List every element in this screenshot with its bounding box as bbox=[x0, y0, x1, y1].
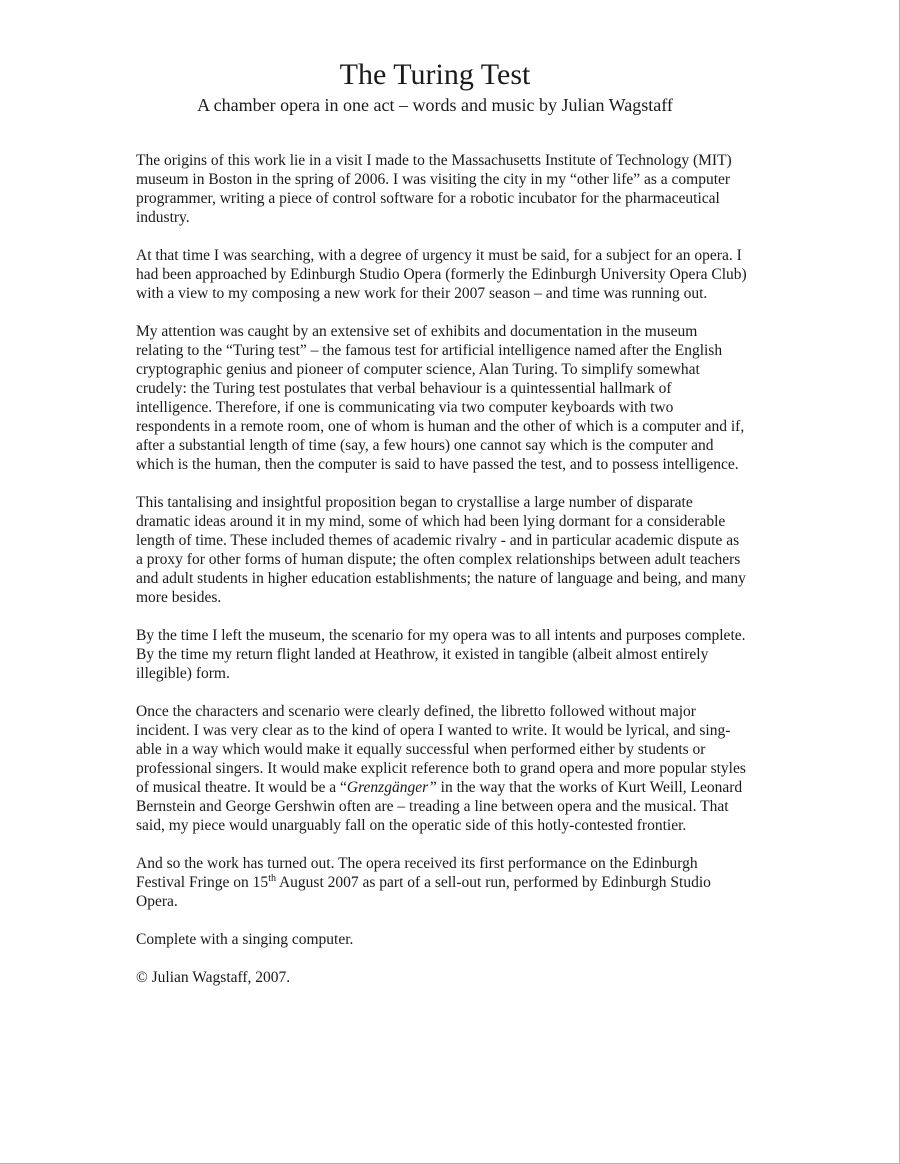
paragraph-dramatic-ideas: This tantalising and insightful proposition began to crystallise a large number of disparate dramatic ideas around it in my mind, some of which had been lying dormant for a considerable length of time. These included themes of academic rivalry - and in particular academic dispute as a proxy for other forms of human dispute; the often complex relationships between adult teachers and adult students in higher education establishments; the nature of language and being, and many more besides. bbox=[136, 494, 746, 606]
paragraph-search-for-subject: At that time I was searching, with a degree of urgency it must be said, for a subject for an opera. I had been approached by Edinburgh Studio Opera (formerly the Edinburgh University Opera Club) with a view to my composing a new work for their 2007 season – and time was running out. bbox=[136, 247, 747, 302]
document-title: The Turing Test bbox=[339, 58, 531, 91]
paragraph-libretto-part-1: Once the characters and scenario were clearly defined, the libretto followed without major incident. I was very clear as to the kind of opera I wanted to write. It would be lyrical, and sing-able in a way which would make it equally successful when performed either by students or professional singers. It would make explicit reference both to grand opera and more popular styles of musical theatre. It would be a “ bbox=[136, 703, 746, 796]
paragraph-scenario-complete: By the time I left the museum, the scenario for my opera was to all intents and purposes complete. By the time my return flight landed at Heathrow, it existed in tangible (albeit almost entirely illegible) form. bbox=[136, 627, 746, 682]
document-body bbox=[136, 151, 748, 1006]
paragraph-performance-part-1: And so the work has turned out. The opera received its first performance on the Edinburgh Festival Fringe on 15 bbox=[136, 855, 698, 891]
grenzganger-term: Grenzgänger” bbox=[346, 779, 437, 796]
paragraph-first-performance bbox=[136, 854, 748, 911]
paragraph-libretto-part-2: in the way that the works of Kurt Weill, Leonard Bernstein and George Gershwin often are – treading a line between opera and the musical. That said, my piece would unarguably fall on the operatic side of this hotly-contested frontier. bbox=[136, 779, 743, 834]
paragraph-turing-test: My attention was caught by an extensive set of exhibits and documentation in the museum relating to the “Turing test” – the famous test for artificial intelligence named after the English cryptographic genius and pioneer of computer science, Alan Turing. To simplify somewhat crudely: the Turing test postulates that verbal behaviour is a quintessential hallmark of intelligence. Therefore, if one is communicating via two computer keyboards with two respondents in a remote room, one of whom is human and the other of which is a computer and if, after a substantial length of time (say, a few hours) one cannot say which is the computer and which is the human, then the computer is said to have passed the test, and to possess intelligence. bbox=[136, 323, 745, 473]
copyright-notice: © Julian Wagstaff, 2007. bbox=[136, 969, 291, 986]
document-subtitle: A chamber opera in one act – words and music by Julian Wagstaff bbox=[197, 95, 673, 115]
paragraph-origins: The origins of this work lie in a visit I made to the Massachusetts Institute of Technology (MIT) museum in Boston in the spring of 2006. I was visiting the city in my “other life” as a computer programmer, writing a piece of control software for a robotic incubator for the pharmaceutical industry. bbox=[136, 152, 732, 226]
ordinal-suffix: th bbox=[268, 872, 276, 884]
paragraph-libretto bbox=[136, 702, 748, 835]
paragraph-singing-computer: Complete with a singing computer. bbox=[136, 931, 354, 948]
paragraph-performance-part-2: August 2007 as part of a sell-out run, performed by Edinburgh Studio Opera. bbox=[136, 874, 711, 910]
